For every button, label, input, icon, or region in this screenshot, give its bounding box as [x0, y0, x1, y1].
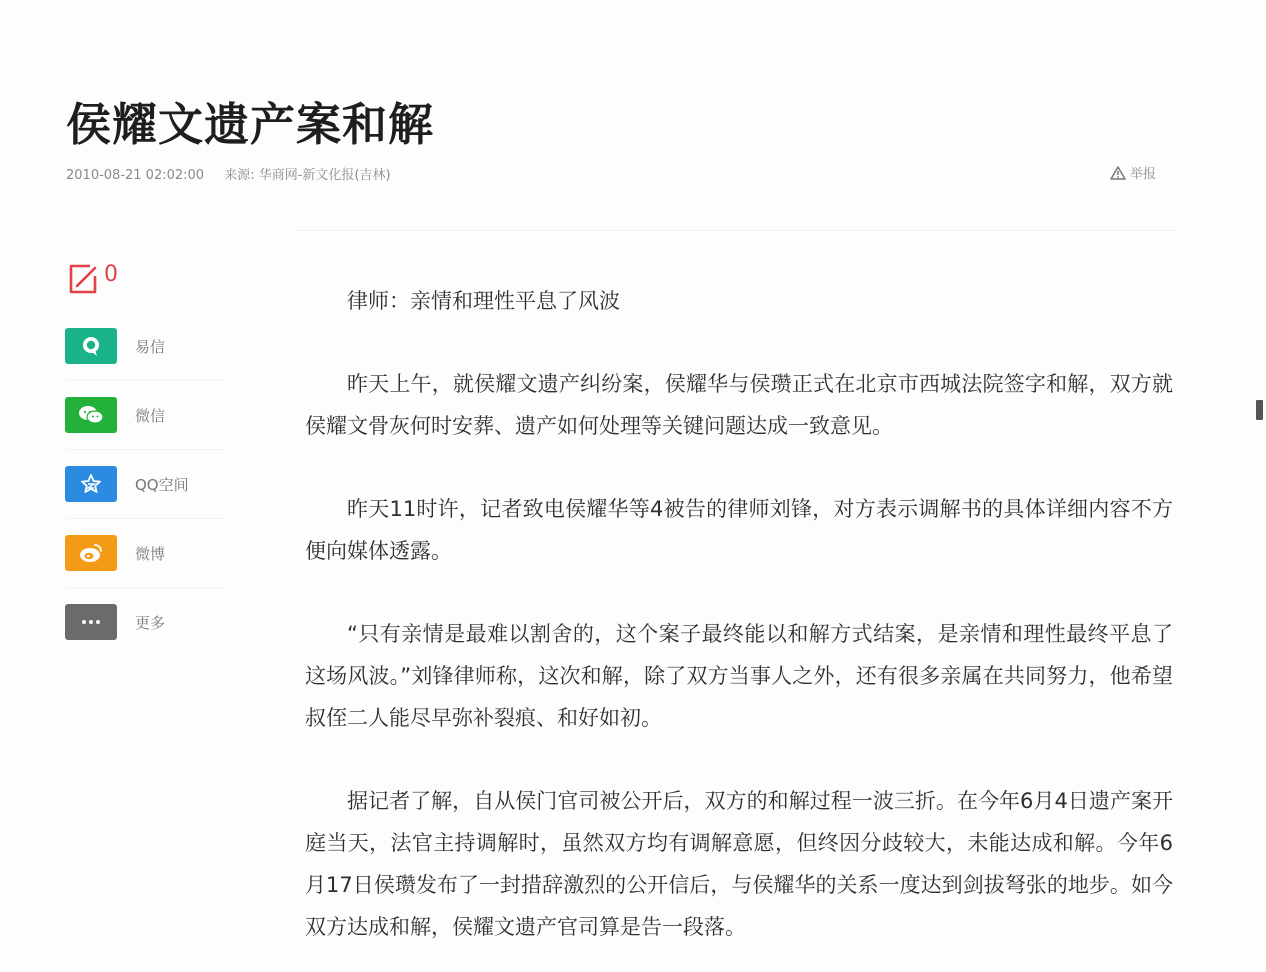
comment-edit-icon [66, 262, 100, 300]
comment-count: 0 [104, 262, 118, 287]
share-label: 微博 [135, 544, 166, 563]
article-paragraph: 昨天11时许，记者致电侯耀华等4被告的律师刘锋，对方表示调解书的具体详细内容不方便向媒体透露。 [305, 497, 1173, 563]
warning-icon [1110, 166, 1126, 180]
weibo-icon [65, 535, 117, 571]
share-wechat[interactable] [65, 397, 225, 433]
report-button[interactable] [1110, 163, 1156, 182]
article-subheading: 律师：亲情和理性平息了风波 [347, 289, 620, 313]
article-source: 来源: 华商网-新文化报(吉林) [224, 168, 391, 183]
article-body [305, 280, 1173, 972]
report-label: 举报 [1130, 167, 1157, 182]
share-qzone[interactable] [65, 466, 225, 502]
share-weibo[interactable] [65, 535, 225, 571]
right-sidebar-clipped [1256, 0, 1266, 972]
article-paragraph: 昨天上午，就侯耀文遗产纠纷案，侯耀华与侯瓒正式在北京市西城法院签字和解，双方就侯耀文骨灰何时安葬、遗产如何处理等关键问题达成一致意见。 [305, 372, 1173, 438]
wechat-icon [65, 397, 117, 433]
share-yixin[interactable] [65, 328, 225, 364]
comment-button[interactable] [66, 262, 118, 300]
qzone-icon [65, 466, 117, 502]
article-paragraph: 据记者了解，自从侯门官司被公开后，双方的和解过程一波三折。在今年6月4日遗产案开庭当天，法官主持调解时，虽然双方均有调解意愿，但终因分歧较大，未能达成和解。今年6月17日侯瓒发布了一封措辞激烈的公开信后，与侯耀华的关系一度达到剑拔弩张的地步。如今双方达成和解，侯耀文遗产官司算是告一段落。 [305, 789, 1173, 939]
article-title: 侯耀文遗产案和解 [66, 98, 435, 151]
share-label: QQ空间 [135, 475, 189, 494]
share-label: 易信 [135, 337, 166, 356]
share-label: 更多 [135, 613, 166, 632]
article-meta [66, 164, 391, 183]
sidebar-tab-marker [1256, 400, 1263, 420]
share-list [65, 328, 225, 673]
article-date: 2010-08-21 02:02:00 [66, 168, 205, 183]
share-more[interactable] [65, 604, 225, 640]
header-divider [295, 230, 1175, 231]
article-paragraph: “只有亲情是最难以割舍的，这个案子最终能以和解方式结案，是亲情和理性最终平息了这场风波。”刘锋律师称，这次和解，除了双方当事人之外，还有很多亲属在共同努力，他希望叔侄二人能尽早弥补裂痕、和好如初。 [305, 622, 1173, 730]
share-label: 微信 [135, 406, 166, 425]
more-icon [65, 604, 117, 640]
yixin-icon [65, 328, 117, 364]
